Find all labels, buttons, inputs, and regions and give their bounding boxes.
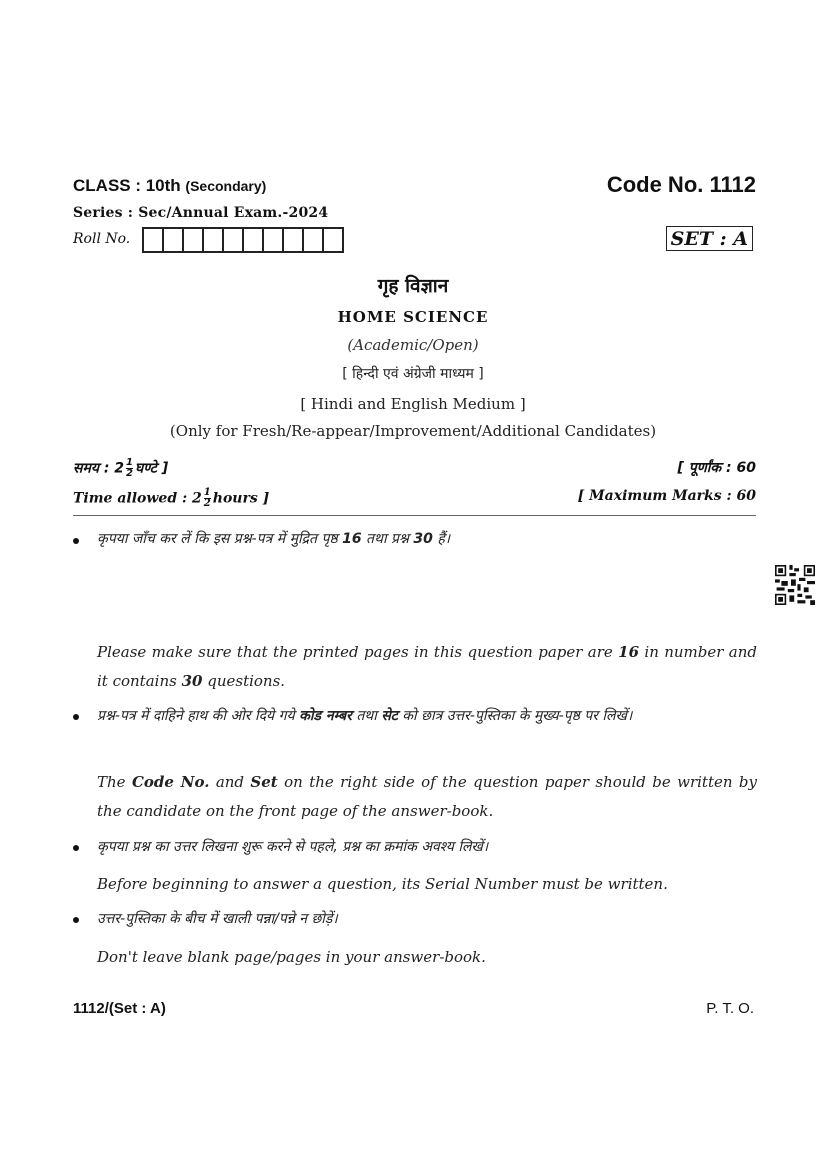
max-marks-hindi: [ पूर्णांक : 60: [677, 460, 756, 476]
set-badge: SET : A: [666, 226, 753, 251]
instruction-1-english: Please make sure that the printed pages in this question paper are 16 in number and it contains 30 questions.: [97, 643, 758, 690]
code-number: Code No. 1112: [606, 172, 756, 197]
time-label: Time allowed : 2: [73, 490, 202, 507]
time-unit: घण्टे ]: [135, 460, 169, 477]
time-allowed-english: [73, 488, 269, 509]
footer-code: 1112/(Set : A): [73, 1000, 166, 1017]
bullet-icon: [73, 538, 79, 544]
bullet-icon: [73, 714, 79, 720]
roll-box[interactable]: [144, 229, 164, 251]
instruction-4-hindi: उत्तर-पुस्तिका के बीच में खाली पन्ना/पन्ने न छोड़ें।: [97, 911, 338, 927]
roll-number-boxes[interactable]: [142, 227, 344, 253]
roll-box[interactable]: [304, 229, 324, 251]
bullet-icon: [73, 845, 79, 851]
time-allowed-hindi: [73, 458, 168, 479]
roll-number-label: Roll No.: [73, 231, 131, 247]
roll-box[interactable]: [264, 229, 284, 251]
time-unit: hours ]: [212, 490, 270, 507]
stream-label: (Academic/Open): [347, 336, 479, 354]
candidates-note: (Only for Fresh/Re-appear/Improvement/Additional Candidates): [169, 422, 657, 440]
roll-box[interactable]: [224, 229, 244, 251]
qr-code-icon: [775, 565, 815, 605]
class-sub: (Secondary): [185, 178, 267, 194]
roll-box[interactable]: [324, 229, 342, 251]
medium-hindi: [ हिन्दी एवं अंग्रेजी माध्यम ]: [342, 366, 484, 382]
class-line: [73, 176, 266, 196]
roll-box[interactable]: [284, 229, 304, 251]
instruction-2-english: The Code No. and Set on the right side of the question paper should be written by the candidate on the front page of the answer-book.: [97, 773, 757, 820]
bullet-icon: [73, 917, 79, 923]
instruction-3-english: Before beginning to answer a question, its Serial Number must be written.: [97, 875, 668, 893]
roll-box[interactable]: [164, 229, 184, 251]
series-line: Series : Sec/Annual Exam.-2024: [73, 205, 329, 221]
divider: [73, 515, 756, 516]
instruction-4-english: Don't leave blank page/pages in your answer-book.: [97, 948, 486, 966]
fraction: $\frac{1}{2}$: [126, 457, 134, 479]
roll-box[interactable]: [204, 229, 224, 251]
footer-pto: P. T. O.: [706, 1000, 754, 1017]
max-marks-english: [ Maximum Marks : 60: [577, 488, 756, 504]
roll-box[interactable]: [244, 229, 264, 251]
instruction-1-hindi: कृपया जाँच कर लें कि इस प्रश्न-पत्र में मुद्रित पृष्ठ 16 तथा प्रश्न 30 हैं।: [97, 531, 451, 547]
fraction: $\frac{1}{2}$: [203, 487, 211, 509]
class-label: CLASS : 10th: [73, 176, 181, 195]
instruction-3-hindi: कृपया प्रश्न का उत्तर लिखना शुरू करने से पहले, प्रश्न का क्रमांक अवश्य लिखें।: [97, 839, 489, 855]
instruction-2-hindi: प्रश्न-पत्र में दाहिने हाथ की ओर दिये गये कोड नम्बर तथा सेट को छात्र उत्तर-पुस्तिका के मुख्य-पृष्ठ पर लिखें।: [97, 708, 633, 724]
time-label: समय : 2: [73, 460, 125, 477]
title-english: HOME SCIENCE: [337, 308, 489, 326]
roll-box[interactable]: [184, 229, 204, 251]
title-hindi: गृह विज्ञान: [377, 275, 449, 297]
medium-english: [ Hindi and English Medium ]: [300, 395, 526, 413]
